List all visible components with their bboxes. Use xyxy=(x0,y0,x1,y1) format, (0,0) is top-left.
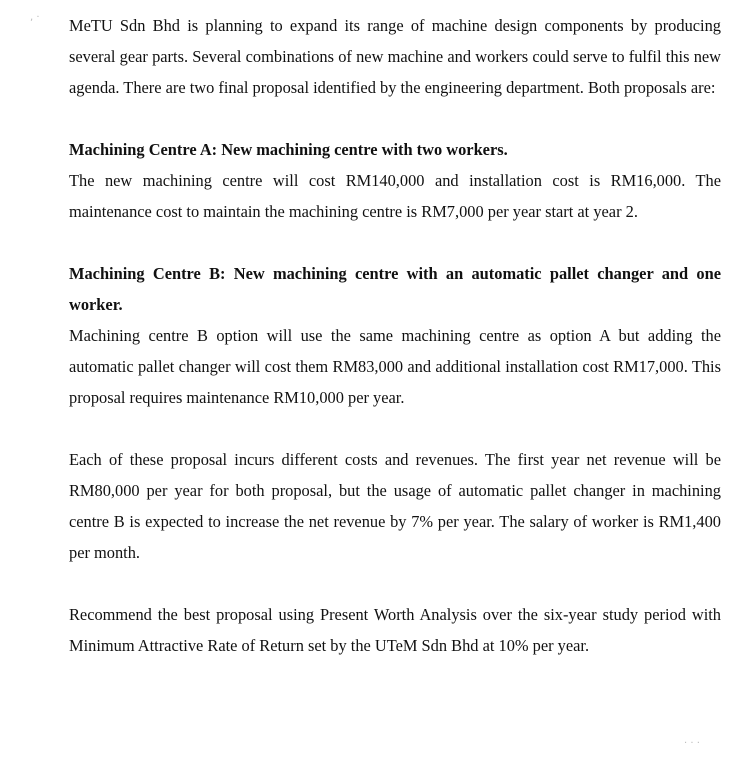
intro-paragraph: MeTU Sdn Bhd is planning to expand its range of machine design components by producing several gear parts. Several combinations of new machine and workers could serve to fulfil this new agenda. There are two final proposal identified by the engineering department. Both proposals are: xyxy=(69,16,721,97)
question-paragraph: Recommend the best proposal using Present Worth Analysis over the six-year study period with Minimum Attractive Rate of Return set by the UTeM Sdn Bhd at 10% per year. xyxy=(69,605,721,655)
costs-paragraph: Each of these proposal incurs different costs and revenues. The first year net revenue will be RM80,000 per year for both proposal, but the usage of automatic pallet changer in machining centre B is expected to increase the net revenue by 7% per year. The salary of worker is RM1,400 per month. xyxy=(69,450,721,562)
scan-artifact-mark: , · xyxy=(30,12,40,23)
centre-b-heading: Machining Centre B: New machining centre with an automatic pallet changer and one worker. xyxy=(69,264,721,314)
scan-artifact-mark-bottom: · · · xyxy=(684,738,700,749)
centre-a-heading: Machining Centre A: New machining centre with two workers. xyxy=(69,140,508,159)
centre-a-body: The new machining centre will cost RM140,000 and installation cost is RM16,000. The maintenance cost to maintain the machining centre is RM7,000 per year start at year 2. xyxy=(69,171,721,221)
centre-b-body: Machining centre B option will use the same machining centre as option A but adding the automatic pallet changer will cost them RM83,000 and additional installation cost RM17,000. This proposal requires maintenance RM10,000 per year. xyxy=(69,326,721,407)
document-page xyxy=(69,10,721,661)
